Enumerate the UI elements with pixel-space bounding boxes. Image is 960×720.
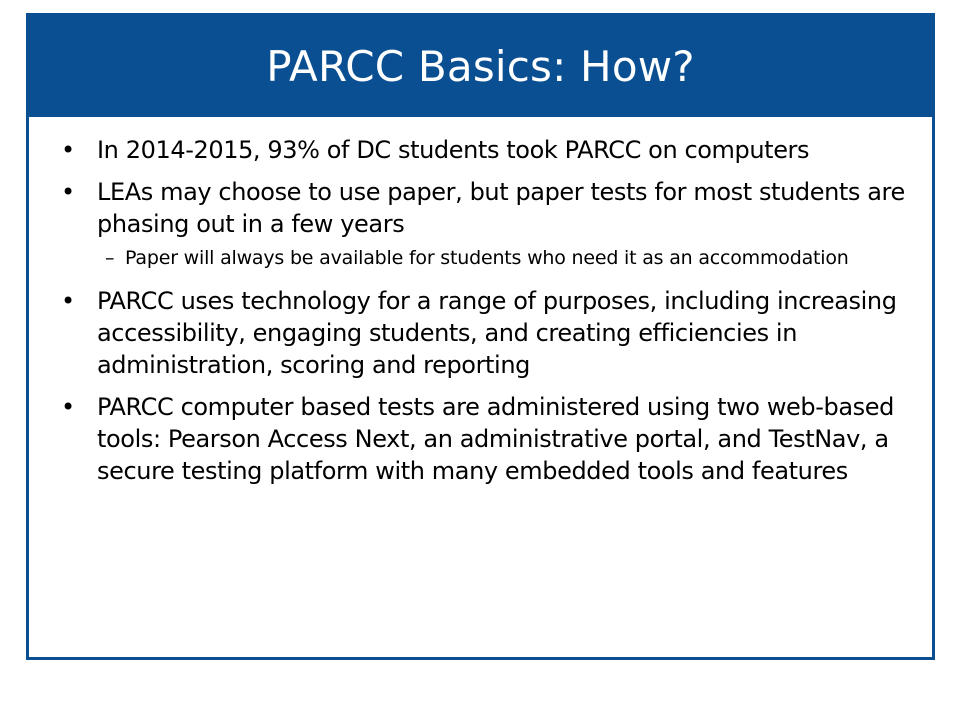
bullet-text: In 2014-2015, 93% of DC students took PARCC on computers — [97, 136, 810, 164]
sub-bullet-text: Paper will always be available for students who need it as an accommodation — [125, 247, 849, 269]
title-bar — [29, 16, 932, 117]
bullet-marker: • — [61, 178, 75, 206]
bullet-marker: • — [61, 136, 75, 164]
bullet-marker: • — [61, 393, 75, 421]
bullet-text: PARCC computer based tests are administered using two web-based tools: Pearson Access Next, an administrative portal, and TestNav, a secure testing platform with many embedded tools and features — [97, 393, 894, 485]
slide-frame — [26, 13, 935, 660]
bullet-text: LEAs may choose to use paper, but paper tests for most students are phasing out in a few years — [97, 178, 905, 238]
slide-title: PARCC Basics: How? — [266, 42, 695, 91]
bullet-item — [61, 134, 911, 166]
bullet-marker: • — [61, 287, 75, 315]
bullet-item — [61, 176, 911, 240]
bullet-item — [61, 285, 911, 381]
bullet-list — [61, 134, 911, 497]
bullet-text: PARCC uses technology for a range of purposes, including increasing accessibility, engaging students, and creating efficiencies in administration, scoring and reporting — [97, 287, 897, 379]
bullet-item — [61, 391, 911, 487]
sub-bullet-item — [61, 246, 911, 271]
sub-bullet-marker: – — [105, 247, 115, 269]
